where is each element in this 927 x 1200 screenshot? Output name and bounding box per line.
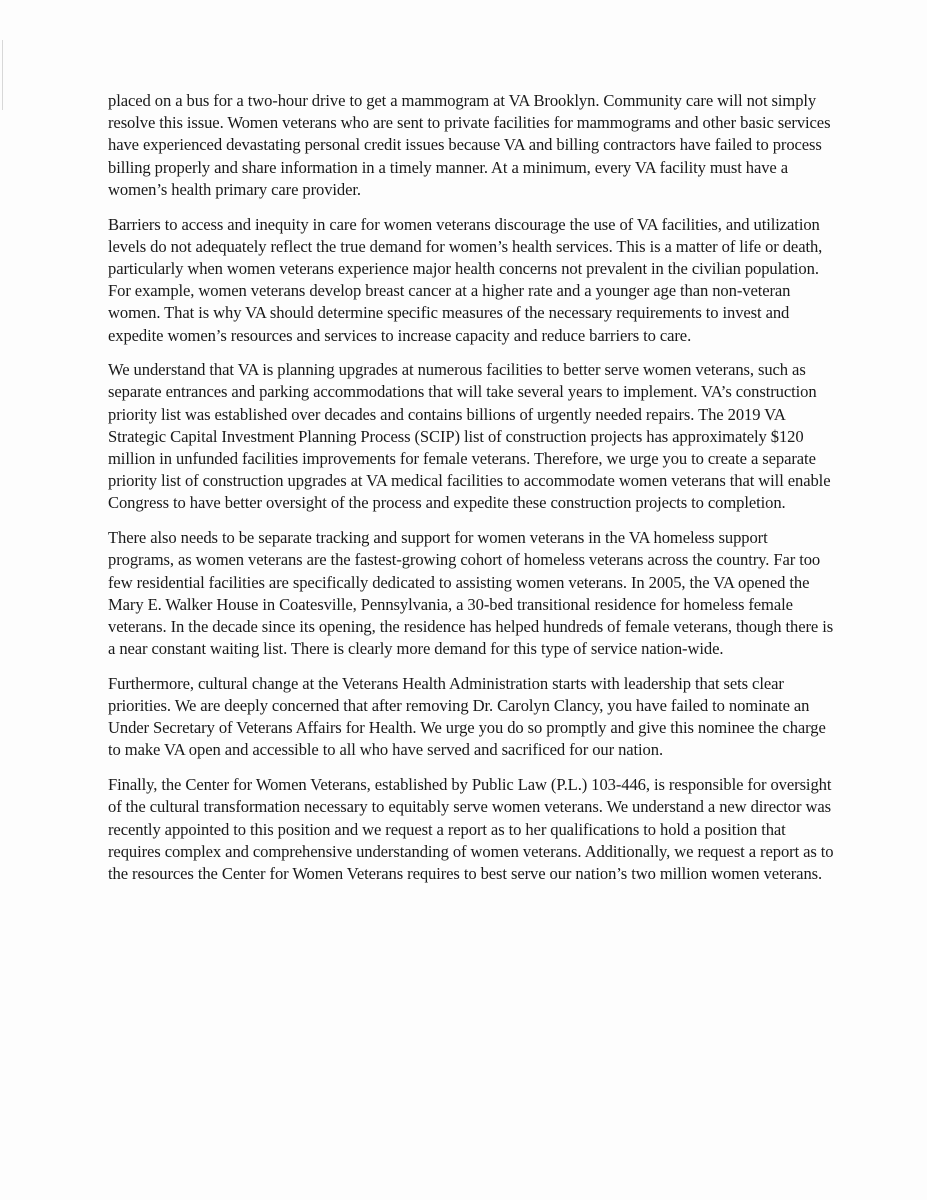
paragraph-barriers-to-access: Barriers to access and inequity in care for women veterans discourage the use of VA facilities, and utilization levels do not adequately reflect the true demand for women’s health services. This is a matter of life or death, particularly when women veterans experience major health concerns not prevalent in the civilian population. For example, women veterans develop breast cancer at a higher rate and a younger age than non-veteran women. That is why VA should determine specific measures of the necessary requirements to invest and expedite women’s resources and services to increase capacity and reduce barriers to care.	[108, 214, 823, 345]
paragraph-homeless-support: There also needs to be separate tracking and support for women veterans in the VA homeless support programs, as women veterans are the fastest-growing cohort of homeless veterans across the country. Far too few residential facilities are specifically dedicated to assisting women veterans. In 2005, the VA opened the Mary E. Walker House in Coatesville, Pennsylvania, a 30-bed transitional residence for homeless female veterans. In the decade since its opening, the residence has helped hundreds of female veterans, though there is a near constant waiting list. There is clearly more demand for this type of service nation-wide.	[108, 528, 834, 659]
paragraph-construction-upgrades: We understand that VA is planning upgrades at numerous facilities to better serve women veterans, such as separate entrances and parking accommodations that will take several years to implement. VA’s construction priority list was established over decades and contains billions of urgently needed repairs. The 2019 VA Strategic Capital Investment Planning Process (SCIP) list of construction projects has approximately $120 million in unfunded facilities improvements for female veterans. Therefore, we urge you to create a separate priority list of construction upgrades at VA medical facilities to accommodate women veterans that will enable Congress to have better oversight of the process and expedite these construction projects to completion.	[108, 360, 831, 513]
letter-body	[108, 90, 834, 898]
paragraph-center-for-women-veterans: Finally, the Center for Women Veterans, established by Public Law (P.L.) 103-446, is responsible for oversight of the cultural transformation necessary to equitably serve women veterans. We understand a new director was recently appointed to this position and we request a report as to her qualifications to hold a position that requires complex and comprehensive understanding of women veterans. Additionally, we request a report as to the resources the Center for Women Veterans requires to best serve our nation’s two million women veterans.	[108, 775, 834, 883]
paragraph-leadership: Furthermore, cultural change at the Veterans Health Administration starts with leadership that sets clear priorities. We are deeply concerned that after removing Dr. Carolyn Clancy, you have failed to nominate an Under Secretary of Veterans Affairs for Health. We urge you do so promptly and give this nominee the charge to make VA open and accessible to all who have served and sacrificed for our nation.	[108, 673, 826, 760]
paragraph-mammogram-access: placed on a bus for a two-hour drive to get a mammogram at VA Brooklyn. Community care will not simply resolve this issue. Women veterans who are sent to private facilities for mammograms and other basic services have experienced devastating personal credit issues because VA and billing contractors have failed to process billing properly and share information in a timely manner. At a minimum, every VA facility must have a women’s health primary care provider.	[108, 91, 831, 199]
scan-edge-mark	[2, 40, 3, 110]
